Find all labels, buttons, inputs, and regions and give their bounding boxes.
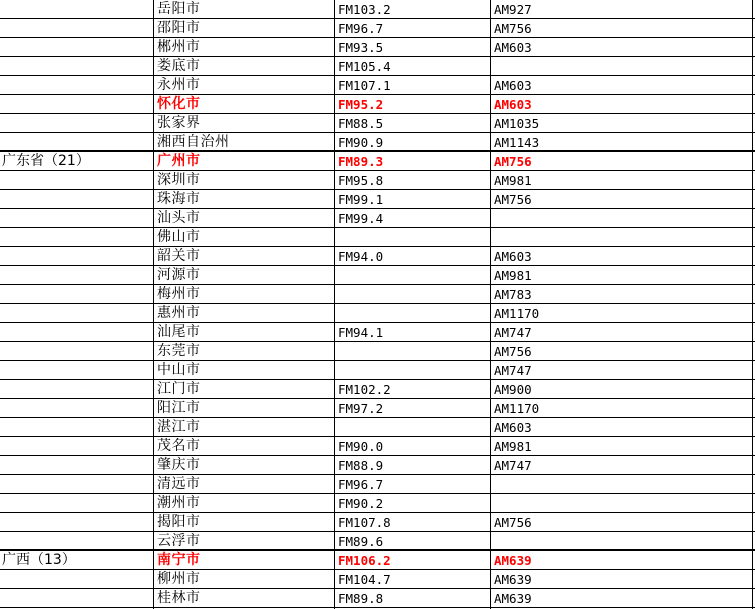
table-row[interactable]	[0, 95, 755, 114]
fm-frequency-cell[interactable]: FM90.2	[338, 496, 384, 511]
table-row[interactable]	[0, 380, 755, 399]
am-frequency-cell[interactable]: AM783	[494, 287, 532, 302]
table-row[interactable]	[0, 76, 755, 95]
fm-frequency-cell[interactable]: FM94.1	[338, 325, 384, 340]
am-frequency-cell[interactable]: AM639	[494, 553, 532, 568]
city-cell[interactable]: 深圳市	[157, 172, 201, 188]
city-cell[interactable]: 茂名市	[157, 438, 201, 454]
table-row[interactable]	[0, 228, 755, 247]
city-cell[interactable]: 佛山市	[157, 229, 201, 245]
table-row[interactable]	[0, 570, 755, 589]
am-frequency-cell[interactable]: AM981	[494, 173, 532, 188]
city-cell[interactable]: 清远市	[157, 476, 201, 492]
table-row[interactable]	[0, 57, 755, 76]
city-cell[interactable]: 韶关市	[157, 248, 201, 264]
table-row[interactable]	[0, 418, 755, 437]
city-cell[interactable]: 汕尾市	[157, 324, 201, 340]
column-divider	[490, 0, 491, 609]
am-frequency-cell[interactable]: AM756	[494, 515, 532, 530]
table-row[interactable]	[0, 171, 755, 190]
fm-frequency-cell[interactable]: FM97.2	[338, 401, 384, 416]
fm-frequency-cell[interactable]: FM107.1	[338, 78, 391, 93]
city-cell[interactable]: 湘西自治州	[157, 134, 230, 150]
am-frequency-cell[interactable]: AM639	[494, 572, 532, 587]
city-cell[interactable]: 揭阳市	[157, 514, 201, 530]
city-cell[interactable]: 东莞市	[157, 343, 201, 359]
table-row[interactable]	[0, 437, 755, 456]
am-frequency-cell[interactable]: AM756	[494, 154, 532, 169]
table-row[interactable]	[0, 494, 755, 513]
fm-frequency-cell[interactable]: FM107.8	[338, 515, 391, 530]
table-row[interactable]	[0, 323, 755, 342]
column-divider	[153, 0, 154, 609]
fm-frequency-cell[interactable]: FM104.7	[338, 572, 391, 587]
am-frequency-cell[interactable]: AM981	[494, 439, 532, 454]
am-frequency-cell[interactable]: AM603	[494, 420, 532, 435]
table-row[interactable]	[0, 589, 755, 608]
fm-frequency-cell[interactable]: FM89.8	[338, 591, 384, 606]
am-frequency-cell[interactable]: AM747	[494, 458, 532, 473]
am-frequency-cell[interactable]: AM981	[494, 268, 532, 283]
city-cell[interactable]: 桂林市	[157, 590, 201, 606]
city-cell[interactable]: 郴州市	[157, 39, 201, 55]
province-cell[interactable]: 广西（13）	[2, 552, 76, 568]
province-cell[interactable]: 广东省（21）	[2, 153, 90, 169]
table-row[interactable]	[0, 513, 755, 532]
fm-frequency-cell[interactable]: FM89.6	[338, 534, 384, 549]
fm-frequency-cell[interactable]: FM96.7	[338, 477, 384, 492]
city-cell[interactable]: 怀化市	[157, 96, 201, 112]
table-row[interactable]	[0, 456, 755, 475]
table-row[interactable]	[0, 152, 755, 171]
fm-frequency-cell[interactable]: FM95.2	[338, 97, 384, 112]
am-frequency-cell[interactable]: AM756	[494, 21, 532, 36]
am-frequency-cell[interactable]: AM927	[494, 2, 532, 17]
am-frequency-cell[interactable]: AM747	[494, 363, 532, 378]
am-frequency-cell[interactable]: AM756	[494, 192, 532, 207]
city-cell[interactable]: 珠海市	[157, 191, 201, 207]
am-frequency-cell[interactable]: AM603	[494, 78, 532, 93]
fm-frequency-cell[interactable]: FM93.5	[338, 40, 384, 55]
city-cell[interactable]: 南宁市	[157, 552, 201, 568]
am-frequency-cell[interactable]: AM603	[494, 40, 532, 55]
table-row[interactable]	[0, 114, 755, 133]
table-row[interactable]	[0, 266, 755, 285]
fm-frequency-cell[interactable]: FM103.2	[338, 2, 391, 17]
city-cell[interactable]: 岳阳市	[157, 1, 201, 17]
city-cell[interactable]: 柳州市	[157, 571, 201, 587]
fm-frequency-cell[interactable]: FM102.2	[338, 382, 391, 397]
am-frequency-cell[interactable]: AM900	[494, 382, 532, 397]
fm-frequency-cell[interactable]: FM96.7	[338, 21, 384, 36]
am-frequency-cell[interactable]: AM639	[494, 591, 532, 606]
column-divider	[752, 0, 753, 609]
fm-frequency-cell[interactable]: FM105.4	[338, 59, 391, 74]
city-cell[interactable]: 邵阳市	[157, 20, 201, 36]
city-cell[interactable]: 张家界	[157, 115, 201, 131]
table-row[interactable]	[0, 0, 755, 19]
fm-frequency-cell[interactable]: FM99.4	[338, 211, 384, 226]
table-row[interactable]	[0, 361, 755, 380]
city-cell[interactable]: 湛江市	[157, 419, 201, 435]
city-cell[interactable]: 肇庆市	[157, 457, 201, 473]
am-frequency-cell[interactable]: AM1035	[494, 116, 540, 131]
city-cell[interactable]: 阳江市	[157, 400, 201, 416]
table-row[interactable]	[0, 38, 755, 57]
fm-frequency-cell[interactable]: FM90.9	[338, 135, 384, 150]
table-row[interactable]	[0, 532, 755, 551]
am-frequency-cell[interactable]: AM1170	[494, 306, 540, 321]
city-cell[interactable]: 惠州市	[157, 305, 201, 321]
table-row[interactable]	[0, 551, 755, 570]
table-row[interactable]	[0, 475, 755, 494]
table-row[interactable]	[0, 190, 755, 209]
city-cell[interactable]: 汕头市	[157, 210, 201, 226]
city-cell[interactable]: 梅州市	[157, 286, 201, 302]
fm-frequency-cell[interactable]: FM88.9	[338, 458, 384, 473]
city-cell[interactable]: 江门市	[157, 381, 201, 397]
am-frequency-cell[interactable]: AM603	[494, 249, 532, 264]
city-cell[interactable]: 娄底市	[157, 58, 201, 74]
table-row[interactable]	[0, 247, 755, 266]
am-frequency-cell[interactable]: AM1170	[494, 401, 540, 416]
table-row[interactable]	[0, 342, 755, 361]
table-row[interactable]	[0, 133, 755, 152]
am-frequency-cell[interactable]: AM1143	[494, 135, 540, 150]
fm-frequency-cell[interactable]: FM89.3	[338, 154, 384, 169]
city-cell[interactable]: 云浮市	[157, 533, 201, 549]
city-cell[interactable]: 永州市	[157, 77, 201, 93]
fm-frequency-cell[interactable]: FM99.1	[338, 192, 384, 207]
fm-frequency-cell[interactable]: FM90.0	[338, 439, 384, 454]
am-frequency-cell[interactable]: AM603	[494, 97, 532, 112]
city-cell[interactable]: 中山市	[157, 362, 201, 378]
table-row[interactable]	[0, 209, 755, 228]
fm-frequency-cell[interactable]: FM94.0	[338, 249, 384, 264]
city-cell[interactable]: 河源市	[157, 267, 201, 283]
fm-frequency-cell[interactable]: FM88.5	[338, 116, 384, 131]
table-row[interactable]	[0, 304, 755, 323]
table-row[interactable]	[0, 399, 755, 418]
am-frequency-cell[interactable]: AM756	[494, 344, 532, 359]
city-cell[interactable]: 潮州市	[157, 495, 201, 511]
fm-frequency-cell[interactable]: FM106.2	[338, 553, 391, 568]
table-row[interactable]	[0, 285, 755, 304]
city-cell[interactable]: 广州市	[157, 153, 201, 169]
table-row[interactable]	[0, 19, 755, 38]
am-frequency-cell[interactable]: AM747	[494, 325, 532, 340]
column-divider	[334, 0, 335, 609]
fm-frequency-cell[interactable]: FM95.8	[338, 173, 384, 188]
